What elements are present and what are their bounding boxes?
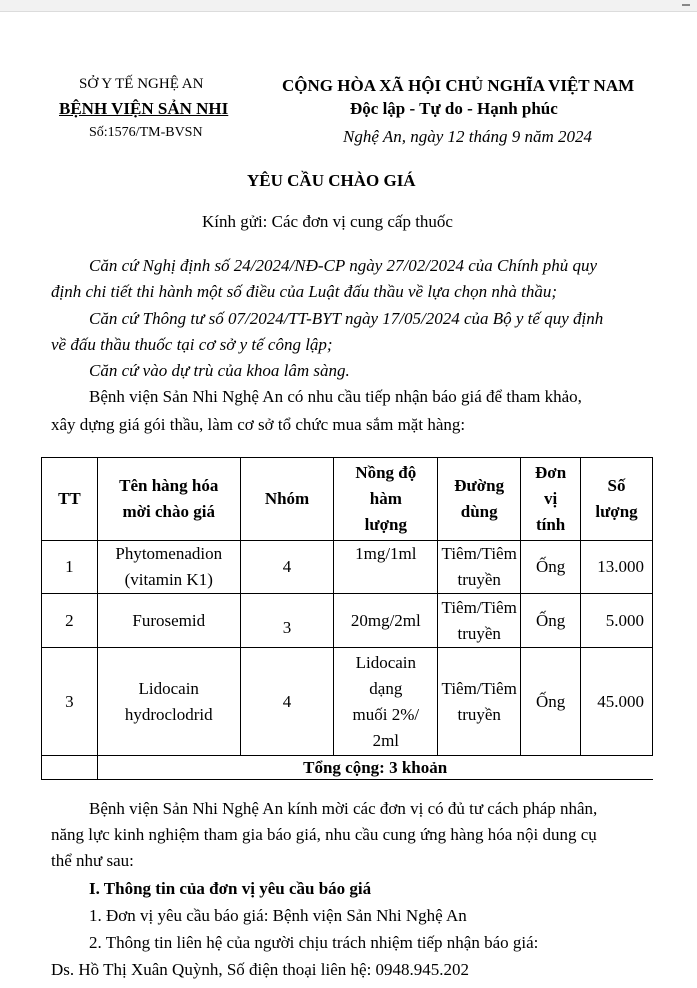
header-conc-line3: lượng [364, 515, 407, 534]
table-bottom-rule [41, 779, 653, 780]
ministry-name: SỞ Y TẾ NGHỆ AN [79, 76, 204, 92]
row1-unit: Ống [521, 541, 581, 594]
document-number: Số:1576/TM-BVSN [89, 125, 203, 140]
row1-concentration: 1mg/1ml [334, 541, 438, 594]
header-route-line2: dùng [460, 502, 498, 521]
basis-2-line-2: về đấu thầu thuốc tại cơ sở y tế công lập; [51, 335, 333, 354]
row1-name-line1: Phytomenadion [115, 544, 223, 563]
header-name [97, 458, 240, 541]
country-name: CỘNG HÒA XÃ HỘI CHỦ NGHĨA VIỆT NAM [282, 76, 635, 95]
basis-3-line-1: Căn cứ vào dự trù của khoa lâm sàng. [89, 361, 350, 380]
section-1-item-2: 2. Thông tin liên hệ của người chịu trách nhiệm tiếp nhận báo giá: [89, 933, 539, 952]
section-1-contact: Ds. Hồ Thị Xuân Quỳnh, Số điện thoại liên hệ: 0948.945.202 [51, 960, 470, 979]
row2-group: 3 [240, 594, 334, 648]
row3-route-line1: Tiêm/Tiêm [441, 678, 517, 698]
row2-concentration: 20mg/2ml [334, 594, 438, 648]
header-unit-line2: vị [543, 489, 558, 508]
table-total: Tổng cộng: 3 khoản [97, 756, 652, 780]
document-title: YÊU CẦU CHÀO GIÁ [247, 171, 416, 190]
row3-unit: Ống [521, 648, 581, 756]
top-bar-divider [0, 11, 697, 12]
header-group [240, 458, 334, 541]
row2-quantity: 5.000 [581, 594, 653, 648]
row3-quantity: 45.000 [581, 648, 653, 756]
row1-route-line1: Tiêm/Tiêm [441, 544, 517, 563]
table-row [42, 541, 653, 594]
row2-route-line1: Tiêm/Tiêm [441, 597, 517, 617]
header-qty-line2: lượng [595, 502, 638, 521]
header-route-line1: Đường [454, 476, 505, 495]
header-unit-line1: Đơn [535, 463, 567, 482]
header-conc-line1: Nồng độ [355, 463, 417, 482]
table-row [42, 648, 653, 756]
header-tt-text: TT [58, 489, 81, 508]
row3-conc-line3: muối 2%/ [352, 704, 420, 724]
row3-conc-line1: Lidocain [355, 652, 417, 672]
header-unit-line3: tính [535, 515, 566, 534]
header-quantity [581, 458, 653, 541]
row1-name-line2: (vitamin K1) [124, 570, 213, 589]
section-1-item-1: 1. Đơn vị yêu cầu báo giá: Bệnh viện Sản Nhi Nghệ An [89, 906, 467, 925]
row1-tt: 1 [42, 541, 98, 594]
row1-route [438, 541, 521, 594]
row3-group: 4 [240, 648, 334, 756]
national-motto: Độc lập - Tự do - Hạnh phúc [350, 99, 558, 118]
row3-conc-line2: dạng [369, 678, 403, 698]
row1-name [97, 541, 240, 594]
table-row [42, 594, 653, 648]
header-name-line1: Tên hàng hóa [119, 476, 219, 495]
place-date: Nghệ An, ngày 12 tháng 9 năm 2024 [343, 127, 593, 146]
viewer-top-bar [0, 0, 697, 12]
header-conc-line2: hàm [369, 489, 402, 508]
table-header-row [42, 458, 653, 541]
row1-quantity: 13.000 [581, 541, 653, 594]
row1-route-line2: truyền [457, 570, 501, 589]
total-empty-cell [42, 756, 98, 780]
row1-group: 4 [240, 541, 334, 594]
section-1-heading: I. Thông tin của đơn vị yêu cầu báo giá [89, 879, 372, 898]
row2-name: Furosemid [97, 594, 240, 648]
header-unit [521, 458, 581, 541]
hospital-name [59, 99, 228, 119]
basis-2-line-1: Căn cứ Thông tư số 07/2024/TT-BYT ngày 17/05/2024 của Bộ y tế quy định [89, 309, 604, 328]
intro-line-2: xây dựng giá gói thầu, làm cơ sở tổ chức mua sắm mặt hàng: [51, 415, 466, 434]
basis-1-line-1: Căn cứ Nghị định số 24/2024/NĐ-CP ngày 27/02/2024 của Chính phủ quy [89, 256, 598, 275]
row2-unit: Ống [521, 594, 581, 648]
header-qty-line1: Số [607, 476, 626, 495]
row3-name-line2: hydroclodrid [124, 704, 213, 724]
header-name-line2: mời chào giá [122, 502, 215, 521]
invite-line-3: thể như sau: [51, 851, 134, 870]
hospital-name-text: BỆNH VIỆN SẢN NHI [59, 99, 229, 118]
items-table [41, 457, 653, 780]
row3-route-line2: truyền [457, 704, 501, 724]
intro-line-1: Bệnh viện Sản Nhi Nghệ An có nhu cầu tiếp nhận báo giá để tham khảo, [89, 387, 582, 406]
menu-dash-icon[interactable] [682, 4, 690, 6]
header-tt [42, 458, 98, 541]
header-group-text: Nhóm [264, 489, 310, 508]
row3-tt: 3 [42, 648, 98, 756]
invite-line-2: năng lực kinh nghiệm tham gia báo giá, nhu cầu cung ứng hàng hóa nội dung cụ [51, 825, 597, 844]
table-total-row [42, 756, 653, 780]
row3-conc-line4: 2ml [372, 730, 400, 750]
invite-line-1: Bệnh viện Sản Nhi Nghệ An kính mời các đơn vị có đủ tư cách pháp nhân, [89, 799, 598, 818]
basis-1-line-2: định chi tiết thi hành một số điều của Luật đấu thầu về lựa chọn nhà thầu; [51, 282, 557, 301]
header-concentration [334, 458, 438, 541]
row2-tt: 2 [42, 594, 98, 648]
header-route [438, 458, 521, 541]
row3-route [438, 648, 521, 756]
recipient-line: Kính gửi: Các đơn vị cung cấp thuốc [202, 212, 453, 231]
row3-name-line1: Lidocain [138, 678, 199, 698]
row2-route-line2: truyền [457, 623, 501, 643]
row3-concentration [334, 648, 438, 756]
row3-name [97, 648, 240, 756]
row2-route [438, 594, 521, 648]
